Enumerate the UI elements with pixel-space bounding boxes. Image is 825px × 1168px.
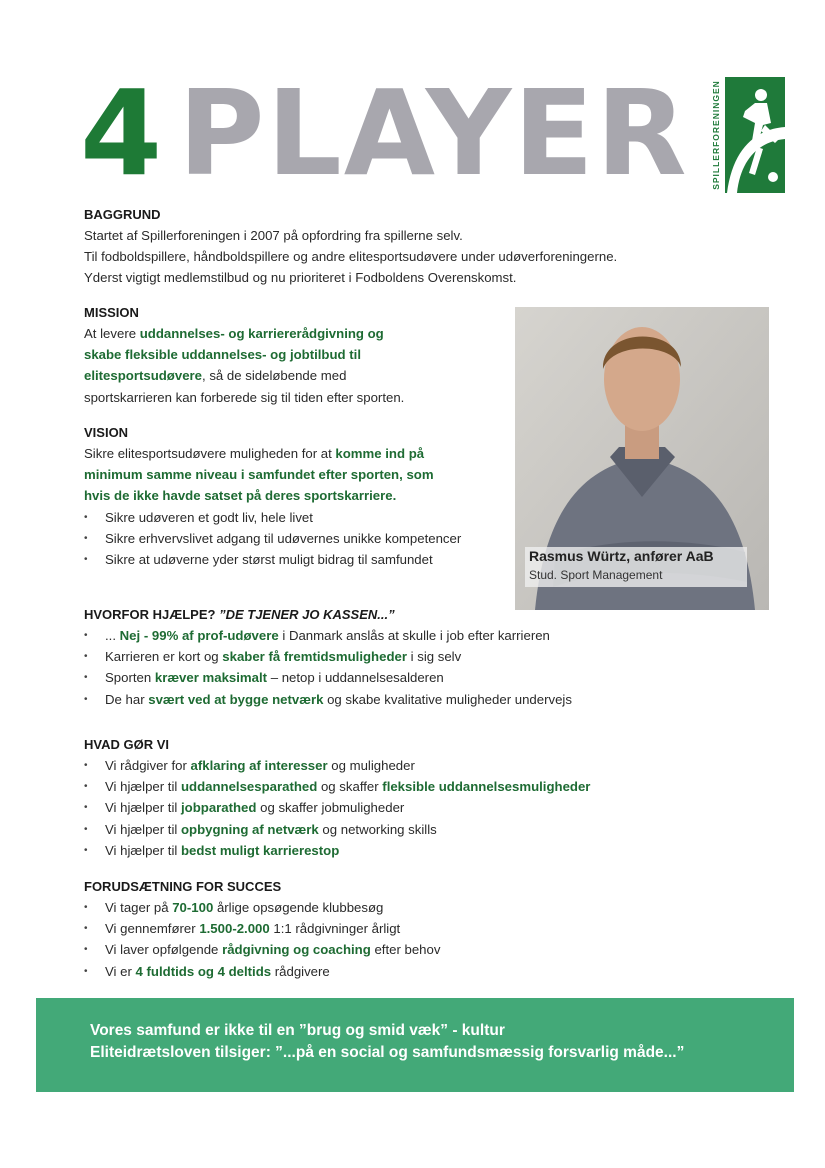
title-number: 4 [80, 64, 165, 202]
section-mission [84, 303, 414, 408]
heading-forudsaetning: FORUDSÆTNING FOR SUCCES [84, 879, 282, 894]
section-vision [84, 423, 514, 570]
list-item: • Vi hjælper til uddannelsesparathed og skaffer fleksible uddannelsesmuligheder [84, 776, 590, 797]
page-title [80, 64, 689, 202]
section-hvad [84, 735, 590, 861]
heading-mission: MISSION [84, 305, 139, 320]
list-item: • Vi tager på 70-100 årlige opsøgende klubbesøg [84, 897, 440, 918]
baggrund-line-3: Yderst vigtigt medlemstilbud og nu prioriteret i Fodboldens Overenskomst. [84, 270, 517, 286]
list-item: • Karrieren er kort og skaber få fremtidsmuligheder i sig selv [84, 646, 572, 667]
forudsaetning-list [84, 897, 440, 982]
vision-text: Sikre elitesportsudøvere muligheden for at komme ind på minimum samme niveau i samfundet efter sporten, som hvis de ikke havde satset på deres sportskarriere. [84, 446, 434, 504]
list-item: • De har svært ved at bygge netværk og skabe kvalitative muligheder undervejs [84, 689, 572, 710]
list-item: • Vi rådgiver for afklaring af interesser og muligheder [84, 755, 590, 776]
title-word: PLAYER [178, 64, 689, 202]
banner-line-1: Vores samfund er ikke til en ”brug og smid væk” - kultur [90, 1022, 505, 1039]
list-item: • ... Nej - 99% af prof-udøvere i Danmark anslås at skulle i job efter karrieren [84, 625, 572, 646]
list-item: • Sikre at udøverne yder størst muligt bidrag til samfundet [84, 549, 514, 570]
section-forudsaetning [84, 877, 440, 982]
vision-list [84, 507, 514, 571]
list-item: • Sporten kræver maksimalt – netop i uddannelsesalderen [84, 667, 572, 688]
bottom-banner [36, 998, 794, 1092]
list-item: • Vi hjælper til opbygning af netværk og networking skills [84, 819, 590, 840]
heading-vision: VISION [84, 425, 129, 440]
heading-baggrund: BAGGRUND [84, 207, 161, 222]
heading-hvad: HVAD GØR VI [84, 737, 169, 752]
baggrund-line-1: Startet af Spillerforeningen i 2007 på opfordring fra spillerne selv. [84, 228, 463, 243]
hvad-list [84, 755, 590, 861]
spillerforeningen-logo [707, 77, 785, 193]
list-item: • Vi hjælper til bedst muligt karrierestop [84, 840, 590, 861]
banner-line-2: Eliteidrætsloven tilsiger: ”...på en social og samfundsmæssig forsvarlig måde...” [90, 1044, 685, 1061]
list-item: • Sikre udøveren et godt liv, hele livet [84, 507, 514, 528]
photo-caption [525, 547, 747, 587]
logo-text: SPILLERFORENINGEN [711, 80, 721, 190]
section-baggrund [84, 205, 617, 289]
vision-highlight: komme ind på minimum samme niveau i samfundet efter sporten, som hvis de ikke havde satset på deres sportskarriere. [84, 446, 434, 504]
baggrund-line-2: Til fodboldspillere, håndboldspillere og andre elitesportsudøvere under udøverforeningerne. [84, 249, 618, 265]
mission-text: At levere uddannelses- og karriererådgivning og skabe fleksible uddannelses- og jobtilbud til elitesportsudøvere, så de sideløbende med sportskarrieren kan forberede sig til tiden efter sporten. [84, 326, 405, 405]
mission-highlight: uddannelses- og karriererådgivning og skabe fleksible uddannelses- og jobtilbud til elitesportsudøvere [84, 326, 384, 384]
caption-name: Rasmus Würtz, anfører AaB [529, 548, 714, 564]
list-item: • Vi er 4 fuldtids og 4 deltids rådgivere [84, 961, 440, 982]
caption-subtitle: Stud. Sport Management [529, 568, 663, 582]
hvorfor-list [84, 625, 572, 710]
list-item: • Vi gennemfører 1.500-2.000 1:1 rådgivninger årligt [84, 918, 440, 939]
heading-hvorfor: HVORFOR HJÆLPE? ”DE TJENER JO KASSEN...” [84, 607, 395, 622]
list-item: • Sikre erhvervslivet adgang til udøvernes unikke kompetencer [84, 528, 514, 549]
section-hvorfor [84, 605, 572, 710]
list-item: • Vi laver opfølgende rådgivning og coaching efter behov [84, 939, 440, 960]
footballer-icon [727, 77, 785, 193]
list-item: • Vi hjælper til jobparathed og skaffer jobmuligheder [84, 797, 590, 818]
